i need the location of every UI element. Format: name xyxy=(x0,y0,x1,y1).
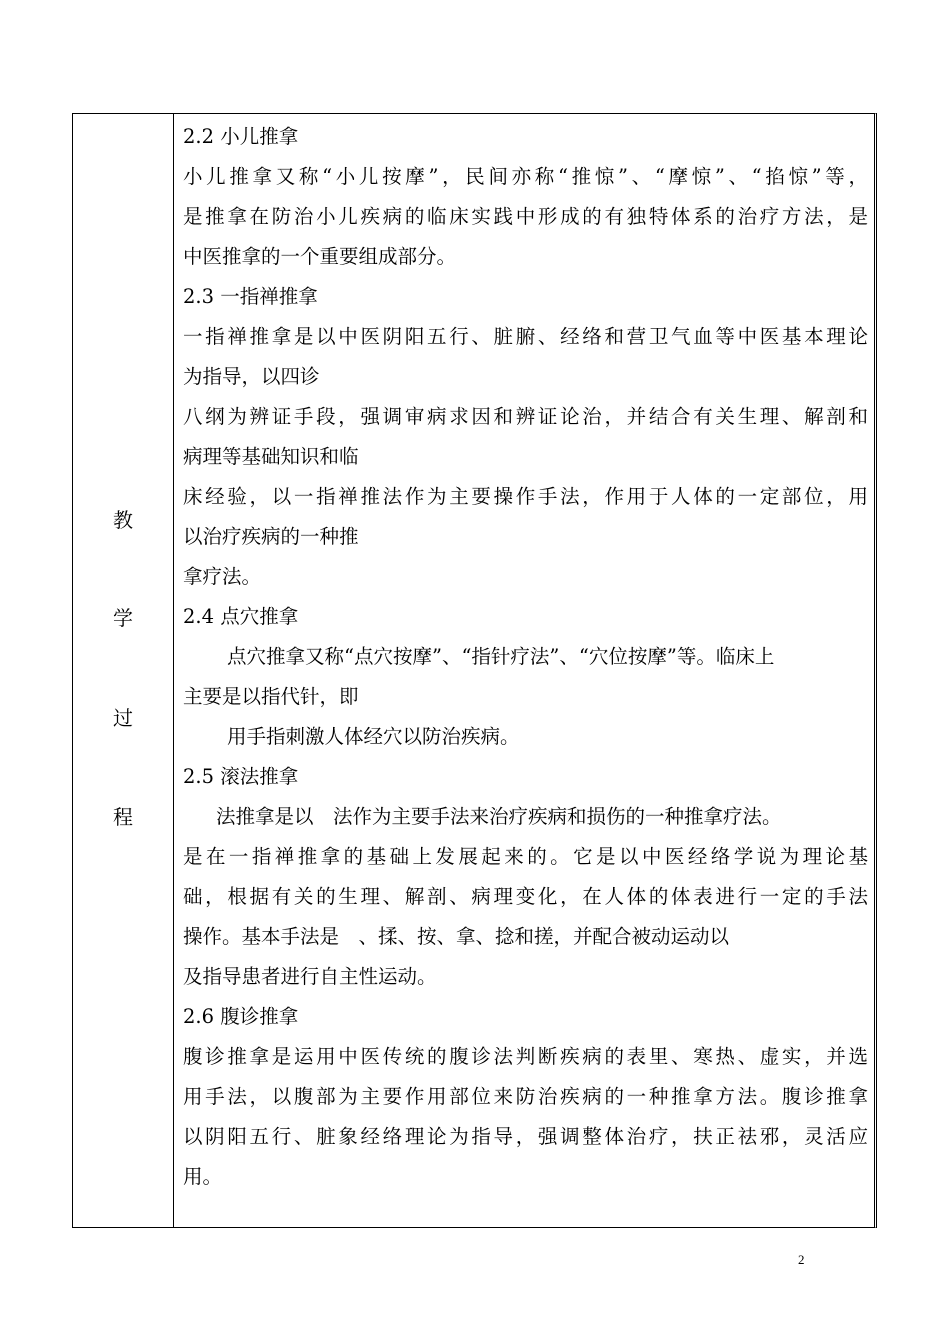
section-heading: 2.3 一指禅推拿 xyxy=(183,285,318,308)
section-heading: 2.6 腹诊推拿 xyxy=(183,1005,299,1028)
page-number: 2 xyxy=(798,1252,805,1267)
text-line: 用手法，以腹部为主要作用部位来防治疾病的一种推拿方法。腹诊推拿 xyxy=(183,1085,868,1108)
text-line: 腹诊推拿是运用中医传统的腹诊法判断疾病的表里、寒热、虚实，并选 xyxy=(183,1045,868,1068)
text-line: 用手指刺激人体经穴以防治疾病。 xyxy=(227,725,520,748)
side-label-char: 教 xyxy=(113,508,133,532)
text-line: 以治疗疾病的一种推 xyxy=(183,525,359,548)
text-line: 用。 xyxy=(183,1165,223,1188)
section-heading: 2.4 点穴推拿 xyxy=(183,605,299,628)
text-line: 点穴推拿又称“点穴按摩”、“指针疗法”、“穴位按摩”等。临床上 xyxy=(227,645,775,668)
side-label-char: 程 xyxy=(113,805,133,829)
text-line: 以阴阳五行、脏象经络理论为指导，强调整体治疗，扶正祛邪，灵活应 xyxy=(183,1125,868,1148)
text-line: 是在一指禅推拿的基础上发展起来的。它是以中医经络学说为理论基 xyxy=(183,845,868,868)
text-line: 一指禅推拿是以中医阴阳五行、脏腑、经络和营卫气血等中医基本理论 xyxy=(183,325,868,348)
column-divider xyxy=(173,113,174,1228)
text-line: 是推拿在防治小儿疾病的临床实践中形成的有独特体系的治疗方法，是 xyxy=(183,205,868,228)
text-line: 病理等基础知识和临 xyxy=(183,445,359,468)
text-line: 八纲为辨证手段，强调审病求因和辨证论治，并结合有关生理、解剖和 xyxy=(183,405,868,428)
side-label-char: 学 xyxy=(113,606,133,630)
content-cell xyxy=(183,117,868,1197)
text-line: 为指导，以四诊 xyxy=(183,365,320,388)
side-label-char: 过 xyxy=(113,706,133,730)
text-line: 中医推拿的一个重要组成部分。 xyxy=(183,245,457,268)
text-line: 拿疗法。 xyxy=(183,565,262,588)
text-line: 主要是以指代针，即 xyxy=(183,685,359,708)
text-line: 床经验，以一指禅推法作为主要操作手法，作用于人体的一定部位，用 xyxy=(183,485,868,508)
text-line: 及指导患者进行自主性运动。 xyxy=(183,965,437,988)
text-line: 础，根据有关的生理、解剖、病理变化，在人体的体表进行一定的手法 xyxy=(183,885,868,908)
text-line: 小儿推拿又称“小儿按摩”，民间亦称“推惊”、“摩惊”、“掐惊”等， xyxy=(183,165,868,188)
section-heading: 2.5 滚法推拿 xyxy=(183,765,299,788)
section-heading: 2.2 小儿推拿 xyxy=(183,125,299,148)
text-line: 操作。基本手法是 、揉、按、拿、捻和搓，并配合被动运动以 xyxy=(183,925,730,948)
text-line: 法推拿是以 法作为主要手法来治疗疾病和损伤的一种推拿疗法。 xyxy=(216,805,782,828)
